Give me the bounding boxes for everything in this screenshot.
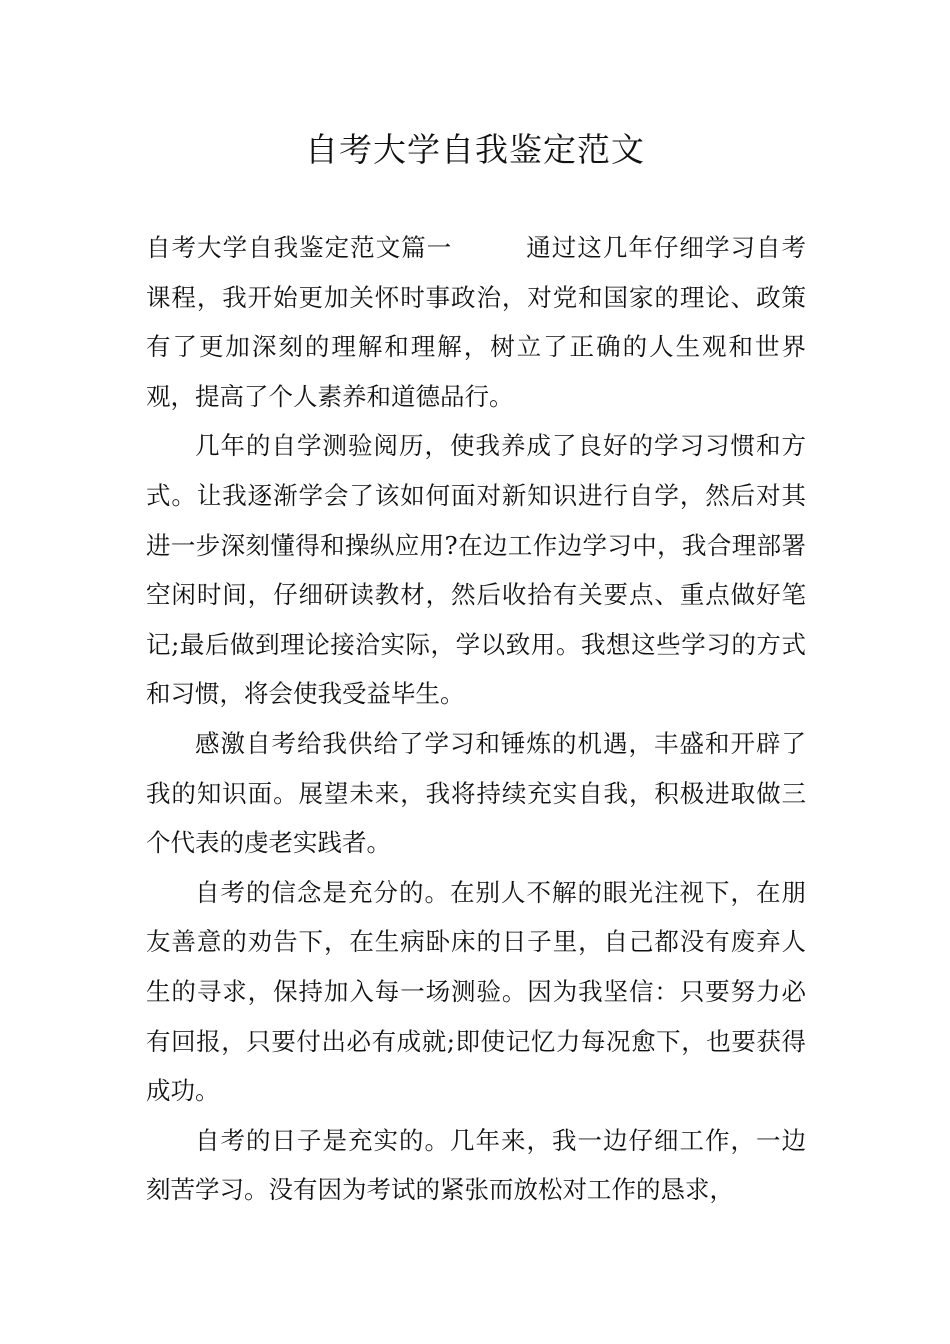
paragraph-3: 感激自考给我供给了学习和锤炼的机遇，丰盛和开辟了我的知识面。展望未来，我将持续充实自我，积极进取做三个代表的虔老实践者。 [146, 728, 806, 858]
section-heading: 自考大学自我鉴定范文篇一 [146, 233, 453, 262]
paragraph-2: 几年的自学测验阅历，使我养成了良好的学习习惯和方式。让我逐渐学会了该如何面对新知识进行自学，然后对其进一步深刻懂得和操纵应用?在边工作边学习中，我合理部署空闲时间，仔细研读教材，然后收拾有关要点、重点做好笔记;最后做到理论接洽实际，学以致用。我想这些学习的方式和习惯，将会使我受益毕生。 [146, 431, 806, 709]
paragraph-4: 自考的信念是充分的。在别人不解的眼光注视下，在朋友善意的劝告下，在生病卧床的日子里，自己都没有废弃人生的寻求，保持加入每一场测验。因为我坚信：只要努力必有回报，只要付出必有成就;即使记忆力每况愈下，也要获得成功。 [146, 877, 806, 1106]
paragraph-1-text: 通过这几年仔细学习自考课程，我开始更加关怀时事政治，对党和国家的理论、政策有了更加深刻的理解和理解，树立了正确的人生观和世界观，提高了个人素养和道德品行。 [146, 233, 807, 411]
document-title: 自考大学自我鉴定范文 [305, 130, 645, 169]
paragraph-5: 自考的日子是充实的。几年来，我一边仔细工作，一边刻苦学习。没有因为考试的紧张而放松对工作的恳求， [146, 1125, 806, 1205]
document-body [146, 223, 806, 1215]
paragraph-1 [146, 223, 806, 421]
